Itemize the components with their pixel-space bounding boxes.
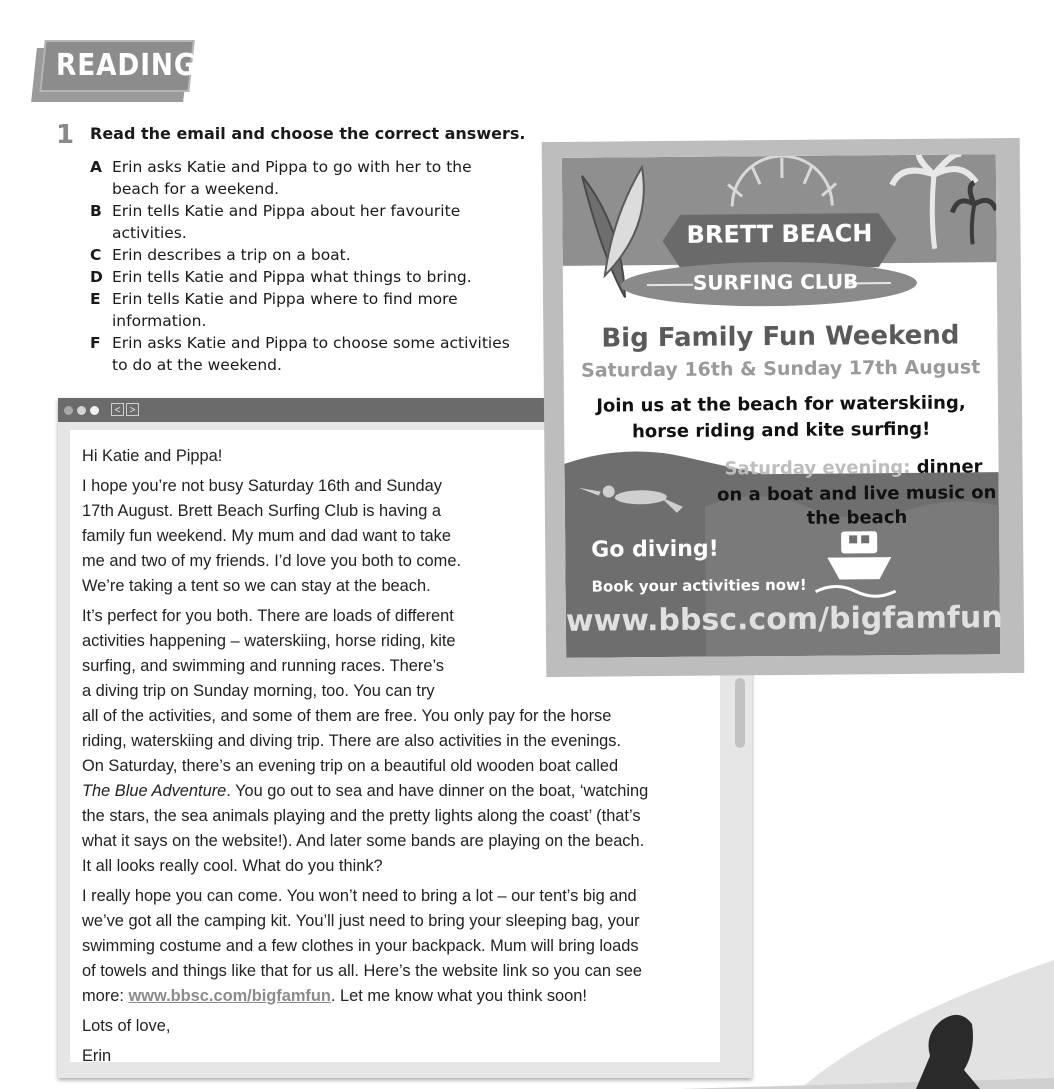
tagline-line-1: Join us at the beach for waterskiing, [596,392,966,417]
back-button[interactable]: < [111,403,124,416]
boat-name: The Blue Adventure [82,782,227,800]
text-line: It’s perfect for you both. There are loads of different [82,607,454,625]
text-line: On Saturday, there’s an evening trip on a beautiful old wooden boat called [82,757,619,775]
email-paragraph-3 [82,884,722,1009]
section-title: READING [56,48,197,83]
event-poster [542,138,1025,677]
option-a [90,156,520,200]
text-line: the stars, the sea animals playing and the pretty lights along the coast’ (that’s [82,807,641,825]
forward-button[interactable]: > [126,403,139,416]
answer-options [90,156,520,376]
option-b [90,200,520,244]
text-line: me and two of my friends. I’d love you both to come. [82,552,461,570]
section-banner [34,40,197,102]
option-text: Erin describes a trip on a boat. [112,246,351,264]
text-line: surfing, and swimming and running races. There’s [82,657,444,675]
option-c [90,244,520,266]
runner-photo [680,960,1054,1089]
text-line: we’ve got all the camping kit. You’ll just need to bring your sleeping bag, your [82,912,640,930]
text-line: riding, waterskiing and diving trip. There are also activities in the evenings. [82,732,622,750]
club-subtitle: SURFING CLUB [692,269,859,295]
option-text: Erin asks Katie and Pippa to choose some activities to do at the weekend. [112,334,510,374]
poster-panel [562,154,1003,658]
text-line: family fun weekend. My mum and dad want to take [82,527,451,545]
text-line: We’re taking a tent so we can stay at the beach. [82,577,431,595]
event-title: Big Family Fun Weekend [601,320,960,354]
poster-url[interactable]: www.bbsc.com/bigfamfun [565,600,1003,639]
scrollbar-thumb[interactable] [735,678,745,748]
event-dates: Saturday 16th & Sunday 17th August [580,356,981,382]
text-line: activities happening – waterskiing, horse riding, kite [82,632,456,650]
option-letter: F [90,334,101,352]
option-letter: D [90,268,103,286]
text-line: all of the activities, and some of them are free. You only pay for the horse [82,707,612,725]
option-text: Erin tells Katie and Pippa what things to bring. [112,268,472,286]
text-line: I really hope you can come. You won’t need to bring a lot – our tent’s big and [82,887,637,905]
email-sign-off: Lots of love, [82,1017,171,1035]
option-letter: A [90,158,102,176]
email-greeting: Hi Katie and Pippa! [82,447,223,465]
text-line: more: [82,987,129,1005]
text-line: I hope you’re not busy Saturday 16th and Sunday [82,477,442,495]
evening-label: Saturday evening: [724,456,911,480]
evening-text-3: the beach [806,506,908,529]
option-text: Erin tells Katie and Pippa about her favourite activities. [112,202,461,242]
option-text: Erin asks Katie and Pippa to go with her to the beach for a weekend. [112,158,472,198]
diving-text: Go diving! [591,536,719,563]
option-letter: B [90,202,102,220]
text-line: what it says on the website!). And later some bands are playing on the beach. [82,832,645,850]
option-d [90,266,520,288]
text-line: . Let me know what you think soon! [330,987,587,1005]
text-line: It all looks really cool. What do you think? [82,857,383,875]
evening-info [724,456,994,479]
window-dot-icon[interactable] [90,406,99,415]
evening-text: dinner [916,456,983,478]
exercise-instruction: Read the email and choose the correct answers. [90,124,526,143]
window-dot-icon[interactable] [64,406,73,415]
text-line: a diving trip on Sunday morning, too. You can try [82,682,435,700]
option-e [90,288,520,332]
exercise-number: 1 [56,120,75,150]
email-signature: Erin [82,1047,112,1065]
option-letter: C [90,246,102,264]
option-text: Erin tells Katie and Pippa where to find more information. [112,290,458,330]
club-name: BRETT BEACH [686,219,873,249]
text-line: 17th August. Brett Beach Surfing Club is having a [82,502,441,520]
option-letter: E [90,290,101,308]
website-link[interactable]: www.bbsc.com/bigfamfun [128,987,331,1005]
tagline-line-2: horse riding and kite surfing! [631,418,931,443]
evening-text-2: on a boat and live music on [716,482,997,506]
text-line: swimming costume and a few clothes in your backpack. Mum will bring loads [82,937,639,955]
text-line: of towels and things like that for us all. Here’s the website link so you can see [82,962,643,980]
window-dot-icon[interactable] [77,406,86,415]
text-line: . You go out to sea and have dinner on the boat, ‘watching [226,782,649,800]
option-f [90,332,520,376]
book-text: Book your activities now! [591,575,807,596]
